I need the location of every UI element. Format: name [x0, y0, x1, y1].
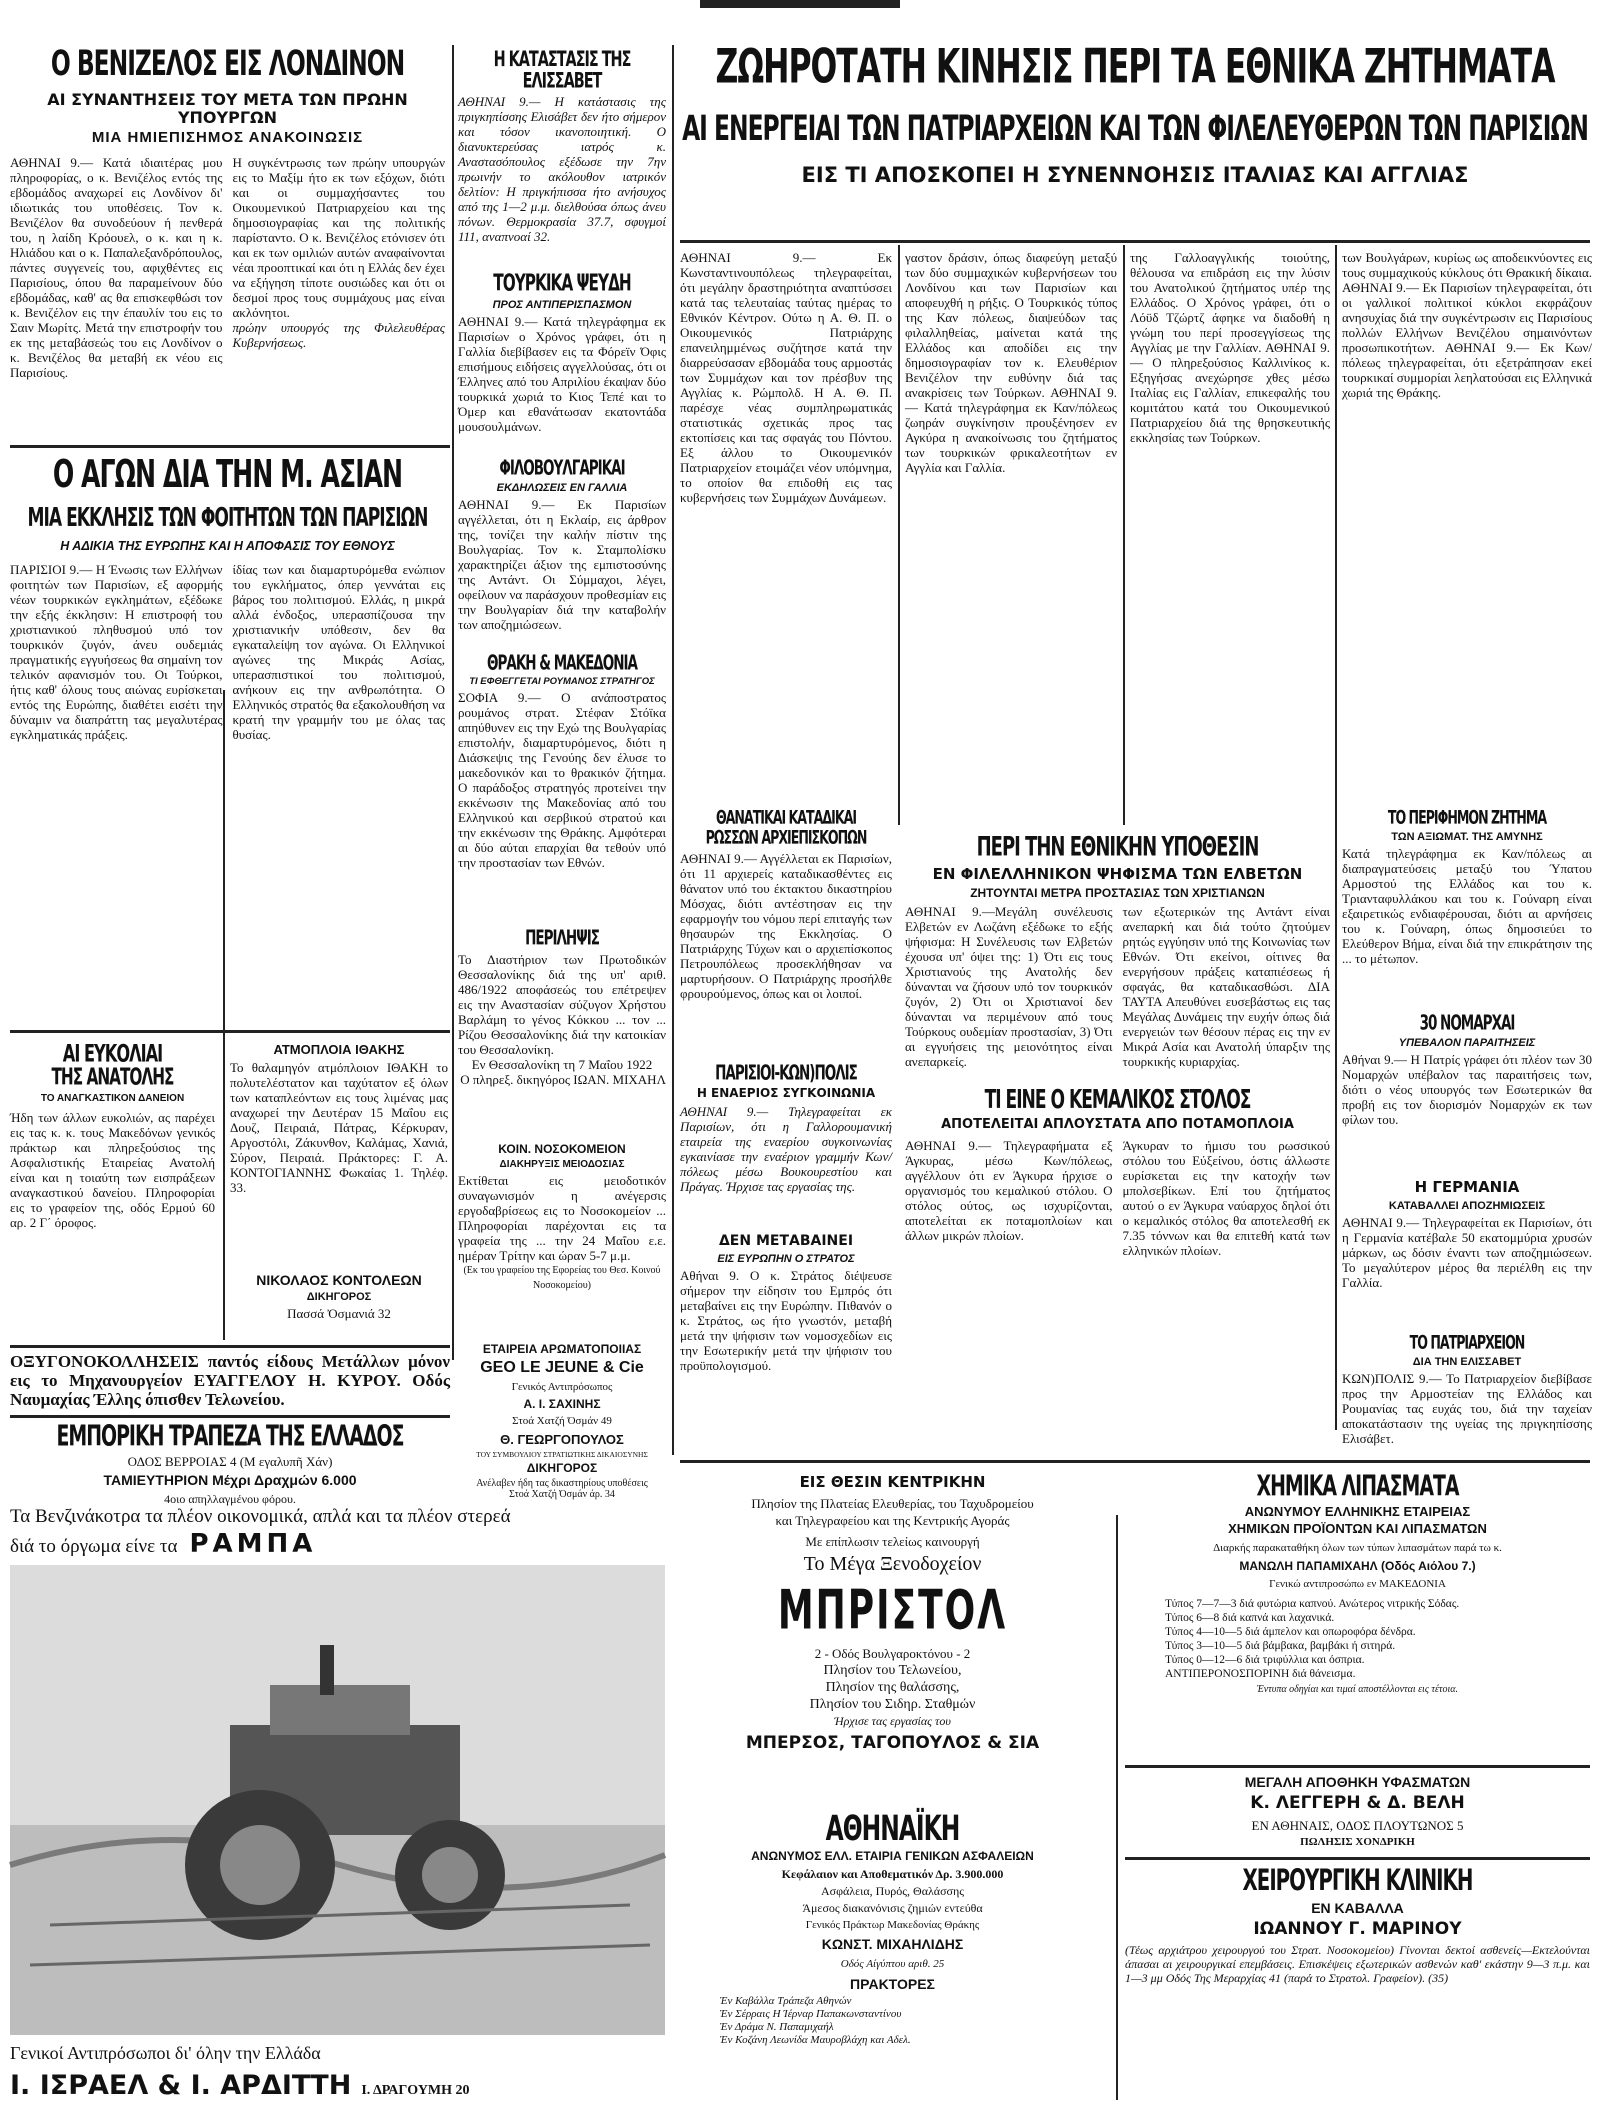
benzine-footer: Γενικοί Αντιπρόσωποι δι' όλην την Ελλάδα — [10, 2043, 321, 2063]
insurance-line1: ΑΝΩΝΥΜΟΣ ΕΛΛ. ΕΤΑΙΡΙΑ ΓΕΝΙΚΩΝ ΑΣΦΑΛΕΙΩΝ — [751, 1849, 1034, 1863]
fertilizers-line1: ΑΝΩΝΥΜΟΥ ΕΛΛΗΝΙΚΗΣ ΕΤΑΙΡΕΙΑΣ — [1244, 1504, 1471, 1519]
welding-ad — [10, 1352, 450, 1412]
fertilizers-line3: Διαρκής παρακαταθήκη όλων των τύπων λιπασμάτων παρά τω κ. — [1213, 1541, 1502, 1554]
hotel-line8: Πλησίον του Σιδηρ. Σταθμών — [809, 1696, 976, 1712]
clinic-name: ΙΩΑΝΝΟΥ Γ. ΜΑΡΙΝΟΥ — [1253, 1919, 1462, 1940]
national-col4-text: των Βουλγάρων, κυρίως ως αποδεικνύοντες εις τους συμμαχικούς κύκλους ότι Θρακική δίκαια. ΑΘΗΝΑΙ 9.— Εκ Παρισίων τηλεγραφείται, ότι οι γαλλικοί πολιτικοί κύκλοι εκφράζουν ανησυχίας διά την συγκέντρωσιν εις Παρισίους πολλών Ελλήνων Βενιζέλου σημαινόντων προσωπικοτήτων. ΑΘΗΝΑΙ 9.— Εκ Κων/πόλεως τηλεγραφείται, ότι εξετράπησαν εκεί τουρκικαί συμμορίαι λεηλατούσαι εις Ελληνικά χωριά της Θράκης. — [1342, 250, 1592, 400]
hotel-title: ΕΙΣ ΘΕΣΙΝ ΚΕΝΤΡΙΚΗΝ — [799, 1473, 986, 1491]
bank-address: ΟΔΟΣ ΒΕΡΡΟΙΑΣ 4 (Μ εγαλυπῆ Χάν) — [127, 1454, 333, 1469]
section-divider — [1125, 1765, 1590, 1768]
army-title: ΔΕΝ ΜΕΤΑΒΑΙΝΕΙ — [718, 1233, 854, 1249]
lawyer-name: ΝΙΚΟΛΑΟΣ ΚΟΝΤΟΛΕΩΝ — [256, 1272, 422, 1288]
lawyer2-ad — [458, 1430, 666, 1505]
loans-title: ΑΙ ΕΥΚΟΛΙΑΙ — [62, 1040, 163, 1069]
national-case-kicker: ΖΗΤΟΥΝΤΑΙ ΜΕΤΡΑ ΠΡΟΣΤΑΣΙΑΣ ΤΩΝ ΧΡΙΣΤΙΑΝΩΝ — [970, 885, 1265, 900]
venizelos-text-left: ΑΘΗΝΑΙ 9.— Κατά ιδιαιτέρας μου πληροφορίας, ο κ. Βενιζέλος εντός της εβδομάδος αναχωρεί εις Λονδίνον δι' ιδιωτικάς του υποθέσεις. Τον κ. Βενιζέλον θα συνοδεύουν ή πενθερά του, η λαίδη Κρόουελ, ο κ. και η κ. Ηλιάδου και ο κ. Παπαλεξανδρόπουλος, πάντες συγγενείς του, αφιχθέντες εις Παρισίους, όπου θα παραμείνουν δύο εβδομάδας, καθ' ας θα επισκεφθώσι τον κ. Βενιζέλον εις την έπαυλίν του εις το Σαιν Μωρίτς. Μετά την επιστροφήν του εκ της μεταβάσεώς του εις Λονδίνον ο κ. Βενιζέλος θα μεταβή εκ νέου εις Παρισίους. — [10, 154, 223, 380]
column-rule — [672, 45, 674, 1455]
insurance-agent: Έν Καβάλλα Τράπεζα Αθηνών — [720, 1994, 852, 2007]
insurance-ad — [680, 1810, 1105, 2100]
tractor-drawing — [10, 1565, 665, 2035]
fertilizers-line5: Γενικώ αντιπροσώπω εν ΜΑΚΕΔΟΝΙΑ — [1269, 1577, 1446, 1590]
archbishops-text: ΑΘΗΝΑΙ 9.— Αγγέλλεται εκ Παρισίων, ότι 11 αρχιερείς καταδικασθέντες εις θάνατον υπό του έκτακτου δικαστηρίου Μόσχας, διότι αντέστησαν εις την εφαρμογήν του νόμου περί επιταγής των θησαυρών της Εκκλησίας. Ο Πατριάρχης Τύχων και ο αρχιεπίσκοπος Πετρουπόλεως προσεκλήθησαν να μαρτυρήσουν. Ο Πατριάρχης προσήλθε φρουρούμενος, όπως και οι λοιποί. — [680, 851, 892, 1001]
lawyer-ad — [230, 1270, 448, 1340]
benzine-ad — [10, 1505, 665, 2105]
prefects-article — [1342, 1010, 1592, 1170]
hospital-footer: (Εκ του γραφείου της Εφορείας του Θεσ. Κοινού Νοσοκομείου) — [463, 1265, 661, 1292]
top-strip — [700, 0, 900, 8]
germany-text: ΑΘΗΝΑΙ 9.— Τηλεγραφείται εκ Παρισίων, ότι η Γερμανία κατέβαλε 50 εκατομμύρια χρυσών μάρκων, ως δόσιν έναντι των αποζημιώσεων. Το μεγαλύτερον μέρος θα περιέλθη εις την Γαλλία. — [1342, 1214, 1592, 1290]
kemal-title: ΤΙ ΕΙΝΕ Ο ΚΕΜΑΛΙΚΟΣ ΣΤΟΛΟΣ — [984, 1084, 1251, 1115]
clinic-ad — [1125, 1865, 1590, 2105]
archbishops-subtitle: ΡΩΣΣΩΝ ΑΡΧΙΕΠΙΣΚΟΠΩΝ — [705, 827, 867, 849]
fertilizers-line2: ΧΗΜΙΚΩΝ ΠΡΟΪΟΝΤΩΝ ΚΑΙ ΛΙΠΑΣΜΑΤΩΝ — [1228, 1521, 1487, 1537]
national-col3 — [1130, 250, 1330, 825]
elisavet-text: ΑΘΗΝΑΙ 9.— Η κατάστασις της πριγκηπίσσης Ελισάβετ δεν ήτο σήμερον και τόσον ικανοποιητική. Ο διανυκτερεύσας ιατρός κ. Αναστασόπουλος εξέδωσε την 7ην πρωινήν το ακόλουθον ιατρικόν δελτίον: Η πριγκήπισσα ήτο ανήσυχος από της 1—2 μ.μ. διελθούσα όπως άνευ πόνων. Θερμοκρασία 37.7, σφυγμοί 111, αναπνοαί 32. — [458, 94, 666, 244]
asia-col2: ίδίας των και διαμαρτυρόμεθα ενώπιον του εγκλήματος, όπερ γεννάται εις βάρος του πολιτισμού. Ελλάς, η μικρά αλλά ένδοξος, υπερασπίζουσα την χριστιανικήν υπόθεσιν, δεν θα εγκαταλείψη τον αγώνα. Οι Ελληνικοί αγώνες της Μικράς Ασίας, υπερασπιστικοί του πολιτισμού, ανήκουν εις την ανθρωπότητα. Ο Ελληνικός στρατός θα εξακολουθήση να κρατή την γραμμήν του με όλας τας θυσίας. — [232, 561, 445, 742]
archbishops-article — [680, 805, 892, 1055]
insurance-agents-title: ΠΡΑΚΤΟΡΕΣ — [850, 1975, 935, 1992]
aromatics-brand: GEO LE JEUNE & Cie — [480, 1359, 644, 1377]
national-issues-kicker: ΕΙΣ ΤΙ ΑΠΟΣΚΟΠΕΙ Η ΣΥΝΕΝΝΟΗΣΙΣ ΙΤΑΛΙΑΣ ΚΑΙ ΑΓΓΛΙΑΣ — [801, 163, 1469, 187]
germany-subtitle: ΚΑΤΑΒΑΛΛΕΙ ΑΠΟΖΗΜΙΩΣΕΙΣ — [1388, 1199, 1546, 1212]
asia-title: Ο ΑΓΩΝ ΔΙΑ ΤΗΝ Μ. ΑΣΙΑΝ — [52, 452, 403, 497]
lawyer2-title: ΔΙΚΗΓΟΡΟΣ — [526, 1461, 598, 1476]
hospital-subtitle: ΔΙΑΚΗΡΥΞΙΣ ΜΕΙΟΔΟΣΙΑΣ — [499, 1159, 625, 1171]
archbishops-title: ΘΑΝΑΤΙΚΑΙ ΚΑΤΑΔΙΚΑΙ — [715, 807, 857, 829]
hospital-text: Εκτίθεται εις μειοδοτικόν συναγωνισμόν η ανέγερσις εργοδαβρίσεως εις το Νοσοκομείον ... Πληροφορίαι παρέχονται εις τα γραφεία της ... την 24 Μαΐου ε.ε. ημέραν Τρίτην και ώραν 5-7 μ.μ. — [458, 1173, 666, 1264]
aromatics-title: ΕΤΑΙΡΕΙΑ ΑΡΩΜΑΤΟΠΟΙΙΑΣ — [482, 1342, 642, 1356]
turkish-lies-title: ΤΟΥΡΚΙΚΑ ΨΕΥΔΗ — [493, 270, 631, 298]
aromatics-ad — [458, 1340, 666, 1427]
hotel-line2: και Τηλεγραφείου και της Κεντρικής Αγοράς — [775, 1512, 1010, 1528]
shipping-title: ΑΤΜΟΠΛΟΙΑ ΙΘΑΚΗΣ — [273, 1042, 405, 1057]
philobulgarians-article — [458, 455, 666, 645]
loans-subtitle: ΤΟ ΑΝΑΓΚΑΣΤΙΚΟΝ ΔΑΝΕΙΟΝ — [40, 1093, 185, 1104]
prefects-text: Αθήναι 9.— Η Πατρίς γράφει ότι πλέον των 30 Νομαρχών υπέβαλον τας παραιτήσεις των, διότι ο νέος υπουργός των Εσωτερικών θα προβή εις τον διορισμόν Νομαρχών εκ των φίλων του. — [1342, 1052, 1592, 1128]
national-col1-text: ΑΘΗΝΑΙ 9.— Εκ Κωνσταντινουπόλεως τηλεγραφείται, ότι μεγάλην δραστηριότητα αναπτύσσει κατά τας τελευταίας ταύτας ημέρας το Εθνικόν Κέντρον. Ούτω η Α. Θ. Π. ο Οικουμενικός Πατριάρχης επανειλημμένως συζήτησε κατά την διαρρεύσασαν εβδομάδα τους αρμοστάς των Συμμάχων και τον πρέσβυν της Αγγλίας κ. Ρώμπολδ. Η Α. Θ. Π. παρέσχε νέας συμπληρωματικάς στατιστικάς σχετικάς προς τας εκτοπίσεις και τας σφαγάς του Πόντου. Εξ άλλου το Οικουμενικόν Πατριαρχείον ετοιμάζει νέον υπόμνημα, το οποίον θα επιδοθή εις τας κυβερνήσεις των Συμμάχων Δυνάμεων. — [680, 250, 892, 505]
venizelos-text-right: Η συγκέντρωσις των πρώην υπουργών εις το Μαξίμ ήτο εκ των εξόχων, διότι και οι συμμαχήσαντες του Οικουμενικού Πατριαρχείου και της δημοσιογραφίας και της πολιτικής παρίσταντο. Ο κ. Βενιζέλος ετόνισεν ότι και εκ των ομιλιών αυτών αναφαίνονται νέαι προοπτικαί και ότι η Ελλάς δεν έχει να εξήγηση τίποτε ουσιώδες και ότι οι δεσμοί προς τους συμμάχους μας είναι ακλόνητοι. — [232, 154, 445, 320]
kemal-col1: ΑΘΗΝΑΙ 9.— Τηλεγραφήματα εξ Άγκυρας, μέσω Κων/πόλεως, αγγέλλουν ότι εν Άγκυρα ήρχισε ο οργανισμός του κεμαλικού στόλου. Ο στόλος ούτος, ως ισχυρίζονται, αποτελείται εκ ποταμοπλοίων και άλλων μικρών πλοίων. — [905, 1138, 1113, 1244]
philobulgarians-subtitle: ΕΚΔΗΛΩΣΕΙΣ ΕΝ ΓΑΛΛΙΑ — [496, 482, 628, 494]
hospital-title: ΚΟΙΝ. ΝΟΣΟΚΟΜΕΙΟΝ — [498, 1142, 626, 1156]
asia-minor-article — [10, 452, 445, 1025]
fertilizers-line7: Έντυπα οδηγίαι και τιμαί αποστέλλονται εις τέτοια. — [1256, 1683, 1459, 1695]
turkish-lies-subtitle: ΠΡΟΣ ΑΝΤΙΠΕΡΙΣΠΑΣΜΟΝ — [492, 299, 632, 311]
venizelos-byline: πρώην υπουργός της Φιλελευθέρας Κυβερνήσεως. — [232, 319, 445, 350]
bank-line2: 4οιο απηλλαγμένου φόρου. — [164, 1492, 296, 1507]
benzine-headline: Τα Βενζινάκοτρα τα πλέον οικονομικά, απλά και τα πλέον στερεά — [10, 1506, 511, 1527]
national-case-subtitle: ΕΝ ΦΙΛΕΛΛΗΝΙΚΟΝ ΨΗΦΙΣΜΑ ΤΩΝ ΕΛΒΕΤΩΝ — [932, 865, 1303, 883]
asia-kicker: Η ΑΔΙΚΙΑ ΤΗΣ ΕΥΡΩΠΗΣ ΚΑΙ Η ΑΠΟΦΑΣΙΣ ΤΟΥ ΕΘΝΟΥΣ — [60, 539, 395, 553]
patriarchate-text: ΚΩΝ)ΠΟΛΙΣ 9.— Το Πατριαρχείον διεβίβασε προς την Αρμοστείαν της Ελλάδος και Ρουμανίας τας ευχάς του, διά την ταχείαν αποκατάστασιν της υγείας της πριγκηπίσσης Ελισάβετ. — [1342, 1371, 1592, 1447]
lawyer2-text: Ανέλαβεν ήδη τας δικαστηρίους υποθέσεις — [476, 1478, 648, 1490]
perilipsis-signer: Ο πληρεξ. δικηγόρος ΙΩΑΝ. ΜΙΧΑΗΛ — [460, 1072, 666, 1087]
shipping-text: Το θαλαμηγόν ατμόπλοιον ΙΘΑΚΗ το πολυτελέστατον και ταχύτατον εξ όλων των καταπλεόντων εις τους λιμένας μας αναχωρεί την Δευτέραν 15 Μαΐου εις Δουζ, Πειραιά, Πάτρας, Κέρκυραν, Αργοστόλι, Ζάκυνθον, Καλάμας, Χανιά, Σύρον, Πειραιά. Πράκτορες: Γ. Α. ΚΟΝΤΟΓΙΑΝΝΗΣ Φωκαίας 1. Τηλέφ. 33. — [230, 1060, 448, 1196]
aromatics-address: Στοά Χατζή Όσμάν 49 — [512, 1414, 612, 1427]
section-divider — [10, 1030, 450, 1033]
fabrics-owners: Κ. ΛΕΓΓΕΡΗ & Δ. ΒΕΛΗ — [1250, 1793, 1465, 1814]
national-col1 — [680, 250, 892, 755]
germany-article — [1342, 1175, 1592, 1325]
national-case-article — [905, 830, 1330, 1080]
fertilizer-type: Τύπος 4—10—5 διά άμπελον και οπωροφόρα δένδρα. — [1165, 1625, 1416, 1638]
fertilizers-title: ΧΗΜΙΚΑ ΛΙΠΑΣΜΑΤΑ — [1256, 1469, 1459, 1503]
venizelos-subtitle: ΑΙ ΣΥΝΑΝΤΗΣΕΙΣ ΤΟΥ ΜΕΤΑ ΤΩΝ ΠΡΩΗΝ ΥΠΟΥΡΓΩΝ — [47, 90, 408, 127]
national-col2 — [905, 250, 1117, 825]
national-col2-text: γαστον δράσιν, όπως διαφεύγη μεταξύ των δύο συμμαχικών κυβερνήσεων του Λονδίνου και των Παρισίων και αποφευχθή η ρήξις. Ο Τουρκικός τύπος της Καν πόλεως, διαψεύδων τας φιλαλληθείας, μαίνεται κατά της Ελλάδος και αποδίδει εις την δημοσιογραφίαν τον κ. Ελευθέριον Βενιζέλον την ευθύνην διά τας ανακρίσεις των Τούρκων. ΑΘΗΝΑΙ 9.— Κατά τηλεγράφημα εκ Καν/πόλεως ζωηράν συγκίνησιν προυξένησεν εν Αγκύρα η ανακοίνωσις του ζητήματος των τουρκικών φρικαλεοτήτων εν Αγγλία και Γαλλία. — [905, 250, 1117, 475]
column-rule — [1116, 1515, 1118, 2100]
column-rule — [898, 245, 900, 825]
national-case-title: ΠΕΡΙ ΤΗΝ ΕΘΝΙΚΗΝ ΥΠΟΘΕΣΙΝ — [976, 829, 1259, 863]
column-rule — [452, 45, 454, 1360]
aromatics-name: Α. Ι. ΣΑΧΙΝΗΣ — [523, 1396, 601, 1411]
tractor-illustration — [10, 1565, 665, 2035]
philobulgarians-text: ΑΘΗΝΑΙ 9.— Εκ Παρισίων αγγέλλεται, ότι η Εκλαίρ, εις άρθρον της, τονίζει την καλήν πίστιν της Βουλγαρίας. Τον κ. Σταμπολίσκυ χαρακτηρίζει άξιον της εμπιστοσύνης της Αντάντ. Οι Σύμμαχοι, λέγει, οφείλουν να παράσχουν προθεσμίαν εις την Βουλγαρίαν διά την καταβολήν των αποζημιώσεων. — [458, 497, 666, 633]
patriarchate-article — [1342, 1330, 1592, 1460]
national-issues-title: ΖΩΗΡΟΤΑΤΗ ΚΙΝΗΣΙΣ ΠΕΡΙ ΤΑ ΕΘΝΙΚΑ ΖΗΤΗΜΑΤΑ — [715, 40, 1555, 95]
insurance-line2: Κεφάλαιον και Αποθεματικόν Δρ. 3.900.000 — [781, 1867, 1004, 1882]
paris-kpolis-title: ΠΑΡΙΣΙΟΙ-ΚΩΝ)ΠΟΛΙΣ — [715, 1060, 857, 1085]
hotel-line4: Το Μέγα Ξενοδοχείον — [803, 1552, 982, 1575]
paris-kpolis-text: ΑΘΗΝΑΙ 9.— Τηλεγραφείται εκ Παρισίων, ότι η Γαλλορουμανική εταιρεία της εναερίου συγκοινωνίας εγκαινίασε την εναέριον γραμμήν Κων/πόλεως μέσω Βουκουρεστίου και Πράγας. Ήρχισε τας εργασίας της. — [680, 1104, 892, 1195]
hotel-ad — [680, 1470, 1105, 1800]
section-divider — [680, 1460, 1590, 1463]
turkish-lies-article — [458, 270, 666, 450]
defense-title: ΤΟ ΠΕΡΙΦΗΜΟΝ ΖΗΤΗΜΑ — [1387, 807, 1547, 829]
clinic-sub: ΕΝ ΚΑΒΑΛΛΑ — [1311, 1900, 1404, 1916]
lawyer-title: ΔΙΚΗΓΟΡΟΣ — [306, 1291, 372, 1304]
insurance-agent: Έν Κοζάνη Λεωνίδα Μαυροβλάχη και Αδελ. — [720, 2033, 911, 2046]
clinic-title: ΧΕΙΡΟΥΡΓΙΚΗ ΚΛΙΝΙΚΗ — [1242, 1864, 1473, 1899]
fertilizers-line6: ΑΝΤΙΠΕΡΟΝΟΣΠΟΡΙΝΗ διά θάνεισμα. — [1165, 1667, 1356, 1680]
hotel-line3: Με επίπλωσιν τελείως καινουργή — [805, 1533, 980, 1549]
benzine-brand: ΡΑΜΠΑ — [189, 1529, 317, 1559]
venizelos-kicker: ΜΙΑ ΗΜΙΕΠΙΣΗΜΟΣ ΑΝΑΚΟΙΝΩΣΙΣ — [91, 129, 364, 147]
fertilizer-type: Τύπος 6—8 διά καπνά και λαχανικά. — [1165, 1611, 1335, 1624]
prefects-subtitle: ΥΠΕΒΑΛΟΝ ΠΑΡΑΙΤΗΣΕΙΣ — [1398, 1037, 1536, 1049]
lawyer2-line: ΤΟΥ ΣΥΜΒΟΥΛΙΟΥ ΣΤΡΑΤΙΩΤΙΚΗΣ ΔΙΚΑΙΟΣΥΝΗΣ — [476, 1450, 648, 1460]
hotel-line6: Πλησίον του Τελωνείου, — [823, 1662, 962, 1678]
national-col3-text: της Γαλλοαγγλικής τοιούτης, θέλουσα να επιδράση εις την λύσιν του Ανατολικού ζητήματος υπέρ της Ελλάδος. Ο Χρόνος γράφει, ότι ο Λόϋδ Τζώρτζ άφηκε να διαδοθή η γνώμη του περί προσεγγίσεως της Αγγλίας με την Γαλλίαν. ΑΘΗΝΑΙ 9.— Ο πληρεξούσιος Καλλινίκος κ. Εξηγήσας ανεχώρησε χθες μέσω Ιταλίας εις Γαλλίαν, επικεφαλής του κομιτάτου κατά του Οικουμενικού Πατριαρχείου διά της θρησκευτικής εκκλησίας των Τούρκων. — [1130, 250, 1330, 445]
defense-article — [1342, 805, 1592, 1005]
philobulgarians-title: ΦΙΛΟΒΟΥΛΓΑΡΙΚΑΙ — [499, 455, 625, 480]
hospital-notice — [458, 1140, 666, 1335]
perilipsis-notice — [458, 925, 666, 1135]
column-rule — [1123, 245, 1125, 825]
paris-kpolis-subtitle: Η ΕΝΑΕΡΙΟΣ ΣΥΓΚΟΙΝΩΝΙΑ — [696, 1086, 876, 1100]
fertilizer-type: Τύπος 7—7—3 διά φυτώρια καπνού. Ανώτερος νιτρικής Σόδας. — [1165, 1597, 1460, 1610]
benzine-headline2: διά το όργωμα είνε τα — [10, 1536, 178, 1557]
elisavet-article — [458, 45, 666, 248]
fabrics-ad — [1125, 1772, 1590, 1852]
national-issues-header — [680, 40, 1590, 245]
welding-text: ΟΞΥΓΟΝΟΚΟΛΛΗΣΕΙΣ παντός είδους Μετάλλων μόνον εις το Μηχανουργείον ΕΥΑΓΓΕΛΟΥ Η. ΚΥΡΟΥ. Οδός Ναυμαχίας Έλλης όπισθεν Τελωνείου. — [10, 1352, 450, 1409]
perilipsis-date: Εν Θεσσαλονίκη τη 7 Μαΐου 1922 — [471, 1057, 653, 1072]
defense-subtitle: ΤΩΝ ΑΞΙΩΜΑΤ. ΤΗΣ ΑΜΥΝΗΣ — [1391, 831, 1543, 843]
lawyer2-name: Θ. ΓΕΩΡΓΟΠΟΥΛΟΣ — [500, 1432, 624, 1447]
fertilizers-ad — [1125, 1470, 1590, 1760]
thrace-title: ΘΡΑΚΗ & ΜΑΚΕΔΟΝΙΑ — [487, 650, 637, 675]
fabrics-title: ΜΕΓΑΛΗ ΑΠΟΘΗΚΗ ΥΦΑΣΜΑΤΩΝ — [1244, 1774, 1471, 1790]
bank-line1: ΤΑΜΙΕΥΤΗΡΙΟΝ Μέχρι Δραχμών 6.000 — [103, 1472, 357, 1488]
aromatics-line1: Γενικός Αντιπρόσωπος — [511, 1380, 613, 1393]
fertilizer-type: Τύπος 0—12—6 διά τριφύλλια και όσπρια. — [1165, 1653, 1365, 1666]
army-text: Αθήναι 9. Ο κ. Στράτος διέψευσε σήμερον την είδησιν του Εμπρός ότι μεταβαίνει εις την Ευρώπην. Πιθανόν ο κ. Στράτος, ως ήτο γνωστόν, μεταβή μετά την ψήφισιν των νομοσχεδίων εις την Εσωτερικήν μετά την ψήφισιν του προϋπολογισμού. — [680, 1268, 892, 1374]
hotel-line1: Πλησίον της Πλατείας Ελευθερίας, του Ταχυδρομείου — [751, 1495, 1034, 1511]
shipping-ad — [230, 1040, 448, 1260]
patriarchate-subtitle: ΔΙΑ ΤΗΝ ΕΛΙΣΣΑΒΕΤ — [1412, 1356, 1522, 1368]
germany-title: Η ΓΕΡΜΑΝΙΑ — [1414, 1178, 1520, 1196]
insurance-agent: Έν Δράμα Ν. Παπαμιχαήλ — [720, 2020, 834, 2033]
loans-title2: ΤΗΣ ΑΝΑΤΟΛΗΣ — [51, 1064, 174, 1092]
lawyer2-address: Στοά Χατζή Όσμάν άρ. 34 — [509, 1489, 615, 1501]
loans-ad — [10, 1040, 215, 1340]
defense-text: Κατά τηλεγράφημα εκ Καν/πόλεως αι διαπραγματεύσεις μεταξύ του Ύπατου Αρμοστού της Ελλάδος και του κ. Τριανταφυλλάκου και του κ. Γούναρη είναι εξαιρετικώς ενδιαφέρουσαι, διότι αι αρνήσεις του κ. Γούναρη, όπως δημοσιεύει το Ελεύθερον Βήμα, είναι διά την επικράτησιν της ... το μέτωπον. — [1342, 846, 1592, 967]
hotel-line5: 2 - Οδός Βουλγαροκτόνου - 2 — [814, 1645, 971, 1661]
kemal-article — [905, 1085, 1330, 1450]
turkish-lies-text: ΑΘΗΝΑΙ 9.— Κατά τηλεγράφημα εκ Παρισίων ο Χρόνος γράφει, ότι η Γαλλία διεβίβασεν εις τα Φόρεϊν Όφις επισήμους ειδήσεις αγγελλούσας, ότι οι Έλληνες από του Απριλίου έκαψαν δύο τουρκικά χωριά το Κιος Τεπέ και το Όμερ και εθανάτωσαν εκατοντάδα μουσουλμάνων. — [458, 314, 666, 435]
section-divider — [1125, 1857, 1590, 1860]
asia-col1: ΠΑΡΙΣΙΟΙ 9.— Η Ένωσις των Ελλήνων φοιτητών των Παρισίων, εξ αφορμής νέων τουρκικών εγκλημάτων, εξέδωκε την εξής έκκλησιν: Η επιστροφή του χριστιανικού πληθυσμού υπό τον τουρκικόν ζυγόν, άνευ ουδεμιάς πραγματικής εγγυήσεως θα σημαίνη τον τελικόν αφανισμόν του. Οι Τούρκοι, ήτις καθ' όλους τους αιώνας ευρίσκεται εντός της Ευρώπης, διαθέτει εισέτι την δύναμιν να διαπράττη τας μεγαλυτέρας εγκληματικάς πράξεις. — [10, 561, 223, 742]
loans-text: Ήδη των άλλων ευκολιών, ας παρέχει εις τας κ. κ. τους Μακεδόνων γενικός πράκτωρ και πληρεξούσιος της Ασφαλιστικής Εταιρείας Ανατολή είναι και η τοιαύτη των εισπράξεων αναγκαστικού δανείου. Πληροφορίαι εις το γραφείον της, οδός Ερμού 60 αρ. 2 Γ΄ όροφος. — [10, 1110, 215, 1230]
thrace-text: ΣΟΦΙΑ 9.— Ο ανάποστρατος ρουμάνος στρατ. Στέφαν Στόϊκα απηύθυνεν εις την Εχώ της Βουλγαρίας επιστολήν, διαμαρτυρόμενος, διότι η Διάσκεψις της Γενούης δεν έλυσε το μακεδονικόν και το θρακικόν ζήτημα. Ο παράδοξος στρατηγός προτείνει την εκκένωσιν της Μακεδονίας από του Ελληνικού και σερβικού στρατού και την εκκένωσιν της Θράκης. Αμφότεραι αι δύο αύται επαρχίαι θα τεθούν υπό την προστασίαν των Εθνών. — [458, 690, 666, 871]
fertilizers-line4: ΜΑΝΩΛΗ ΠΑΠΑΜΙΧΑΗΛ (Οδός Αιόλου 7.) — [1239, 1558, 1476, 1573]
bank-title: ΕΜΠΟΡΙΚΗ ΤΡΑΠΕΖΑ ΤΗΣ ΕΛΛΑΔΟΣ — [56, 1419, 404, 1453]
bank-ad — [10, 1419, 450, 1507]
lawyer-address: Πασσά Ὀσμανιά 32 — [287, 1306, 391, 1322]
kemal-col2: Άγκυραν το ήμισυ του ρωσσικού στόλου του Εύξείνου, όστις άλλωστε ευρίσκεται εις την κατοχήν των μπολσεβίκων. Επί του ζητήματος αυτού ο εν Άγκυρα ναύαρχος δηλοί ότι ο κεμαλικός στόλος θα αποτελεσθή εκ 7.35 τόννων και θα επιτεθή κατά των ελληνικών πλοίων. — [1122, 1138, 1330, 1259]
benzine-agents-address: Ι. ΔΡΑΓΟΥΜΗ 20 — [361, 2083, 470, 2098]
national-issues-subtitle: ΑΙ ΕΝΕΡΓΕΙΑΙ ΤΩΝ ΠΑΤΡΙΑΡΧΕΙΩΝ ΚΑΙ ΤΩΝ ΦΙΛΕΛΕΥΘΕΡΩΝ ΤΩΝ ΠΑΡΙΣΙΩΝ — [682, 108, 1588, 150]
insurance-name: ΚΩΝΣΤ. ΜΙΧΑΗΛΙΔΗΣ — [821, 1936, 964, 1953]
perilipsis-title: ΠΕΡΙΛΗΨΙΣ — [525, 925, 599, 950]
section-divider — [10, 445, 450, 448]
insurance-title: ΑΘΗΝΑΪΚΗ — [825, 1808, 960, 1850]
prefects-title: 30 ΝΟΜΑΡΧΑΙ — [1419, 1010, 1515, 1035]
patriarchate-title: ΤΟ ΠΑΤΡΙΑΡΧΕΙΟΝ — [1409, 1332, 1525, 1354]
insurance-line4: Άμεσος διακανόνισις ζημιών εντεύθα — [802, 1901, 983, 1916]
thrace-subtitle: ΤΙ ΕΦΘΕΓΓΕΤΑΙ ΡΟΥΜΑΝΟΣ ΣΤΡΑΤΗΓΟΣ — [469, 676, 655, 687]
hotel-line9: Ήρχισε τας εργασίας του — [834, 1713, 951, 1728]
perilipsis-text: Το Διαστήριον των Πρωτοδικών Θεσσαλονίκης διά της υπ' αριθ. 486/1922 αποφάσεώς του επέτρεψεν εις την Αναστασίαν σύζυγον Χρήστου Βαρλάμη το γένος Κόκκου ... τον ... Ρίζου Θεσσαλονίκης διά την κατοικίαν του Θεσσαλονίκη. — [458, 952, 666, 1057]
insurance-address: Οδός Αίγύπτου αριθ. 25 — [840, 1957, 945, 1970]
benzine-agents: Ι. ΙΣΡΑΕΛ & Ι. ΑΡΔΙΤΤΗ — [10, 2070, 352, 2101]
national-case-col2: των εξωτερικών της Αντάντ είναι ανεπαρκή και διά τούτο ζητούμεν ρητώς εγγύησιν υπό της Κοινωνίας των Εθνών. Ότι εκείνοι, οίτινες θα ενεργήσουν πράξεις καταπιέσεως ή σφαγάς, θα καταδικασθώσι. ΔΙΑ ΤΑΥΤΑ Απευθύνει ευσεβάστως εις τας Μεγάλας Δυνάμεις την ευχήν όπως διά ενεργειών των θέσουν πέρας εις την εν Μικρά Ασία και Ανατολή ύπαρξιν της τουρκικής κυριαρχίας. — [1122, 903, 1330, 1069]
paris-kpolis-article — [680, 1060, 892, 1225]
venizelos-article — [10, 45, 445, 440]
elisavet-title: Η ΚΑΤΑΣΤΑΣΙΣ ΤΗΣ ΕΛΙΣΣΑΒΕΤ — [493, 45, 631, 93]
column-rule — [1335, 245, 1337, 1430]
section-divider — [10, 1415, 450, 1418]
insurance-line5: Γενικός Πράκτωρ Μακεδονίας Θράκης — [805, 1919, 980, 1932]
asia-subtitle: ΜΙΑ ΕΚΚΛΗΣΙΣ ΤΩΝ ΦΟΙΤΗΤΩΝ ΤΩΝ ΠΑΡΙΣΙΩΝ — [27, 502, 428, 533]
hotel-owners: ΜΠΕΡΣΟΣ, ΤΑΓΟΠΟΥΛΟΣ & ΣΙΑ — [745, 1732, 1040, 1753]
clinic-text: (Τέως αρχιάτρου χειρουργού του Στρατ. Νοσοκομείου) Γίνονται δεκτοί ασθενείς—Εκτελούνται άπασαι αι χειρουργικαί επεμβάσεις. Επισκέψεις εξωτερικών ασθενών καθ' εκάστην 9—3 π.μ. και 1—3 μμ Οδός Της Μεραρχίας 41 (παρά το Στρατολ. Γραφείον). (35) — [1125, 1943, 1590, 1986]
hotel-line7: Πλησίον της θαλάσσης, — [825, 1679, 960, 1695]
fabrics-line1: ΠΩΛΗΣΙΣ ΧΟΝΔΡΙΚΗ — [1300, 1836, 1415, 1849]
thrace-article — [458, 650, 666, 920]
army-article — [680, 1230, 892, 1430]
section-divider — [10, 1345, 450, 1348]
national-col4 — [1342, 250, 1592, 800]
kemal-subtitle: ΑΠΟΤΕΛΕΙΤΑΙ ΑΠΛΟΥΣΤΑΤΑ ΑΠΟ ΠΟΤΑΜΟΠΛΟΙΑ — [941, 1117, 1294, 1132]
army-subtitle: ΕΙΣ ΕΥΡΩΠΗΝ Ο ΣΤΡΑΤΟΣ — [717, 1253, 855, 1266]
insurance-agent: Έν Σέρραις Η Ίέρναρ Παπακωνσταντίνου — [720, 2007, 902, 2020]
fertilizer-type: Τύπος 3—10—5 διά βάμβακα, βαμβάκι ή σιτηρά. — [1165, 1639, 1396, 1652]
insurance-line3: Ασφάλεια, Πυρός, Θαλάσσης — [820, 1884, 965, 1899]
fabrics-address: ΕΝ ΑΘΗΝΑΙΣ, ΟΔΟΣ ΠΛΟΥΤΩΝΟΣ 5 — [1251, 1818, 1464, 1834]
national-case-col1: ΑΘΗΝΑΙ 9.—Μεγάλη συνέλευσις Ελβετών εν Λωζάνη εξέδωκε το εξής ψήφισμα: Η Συνέλευσις των Ελβετών έχουσα υπ' όψει της: 1) Ότι εις τους Χριστιανούς της Ανατολής δεν δύνανται να ζήσουν υπό τον τουρκικόν ζυγόν, 2) Ότι οι Χριστιανοί δεν δύνανται να περιμένουν από τους Τούρκους ουδεμίαν προστασίαν, 3) Ότι αι εγγυήσεις της μειονότητος είναι ανεπαρκείς. — [905, 903, 1113, 1069]
hotel-name: ΜΠΡΙΣΤΟΛ — [777, 1579, 1008, 1642]
venizelos-title: Ο ΒΕΝΙΖΕΛΟΣ ΕΙΣ ΛΟΝΔΙΝΟΝ — [50, 43, 405, 85]
section-divider — [680, 240, 1590, 243]
